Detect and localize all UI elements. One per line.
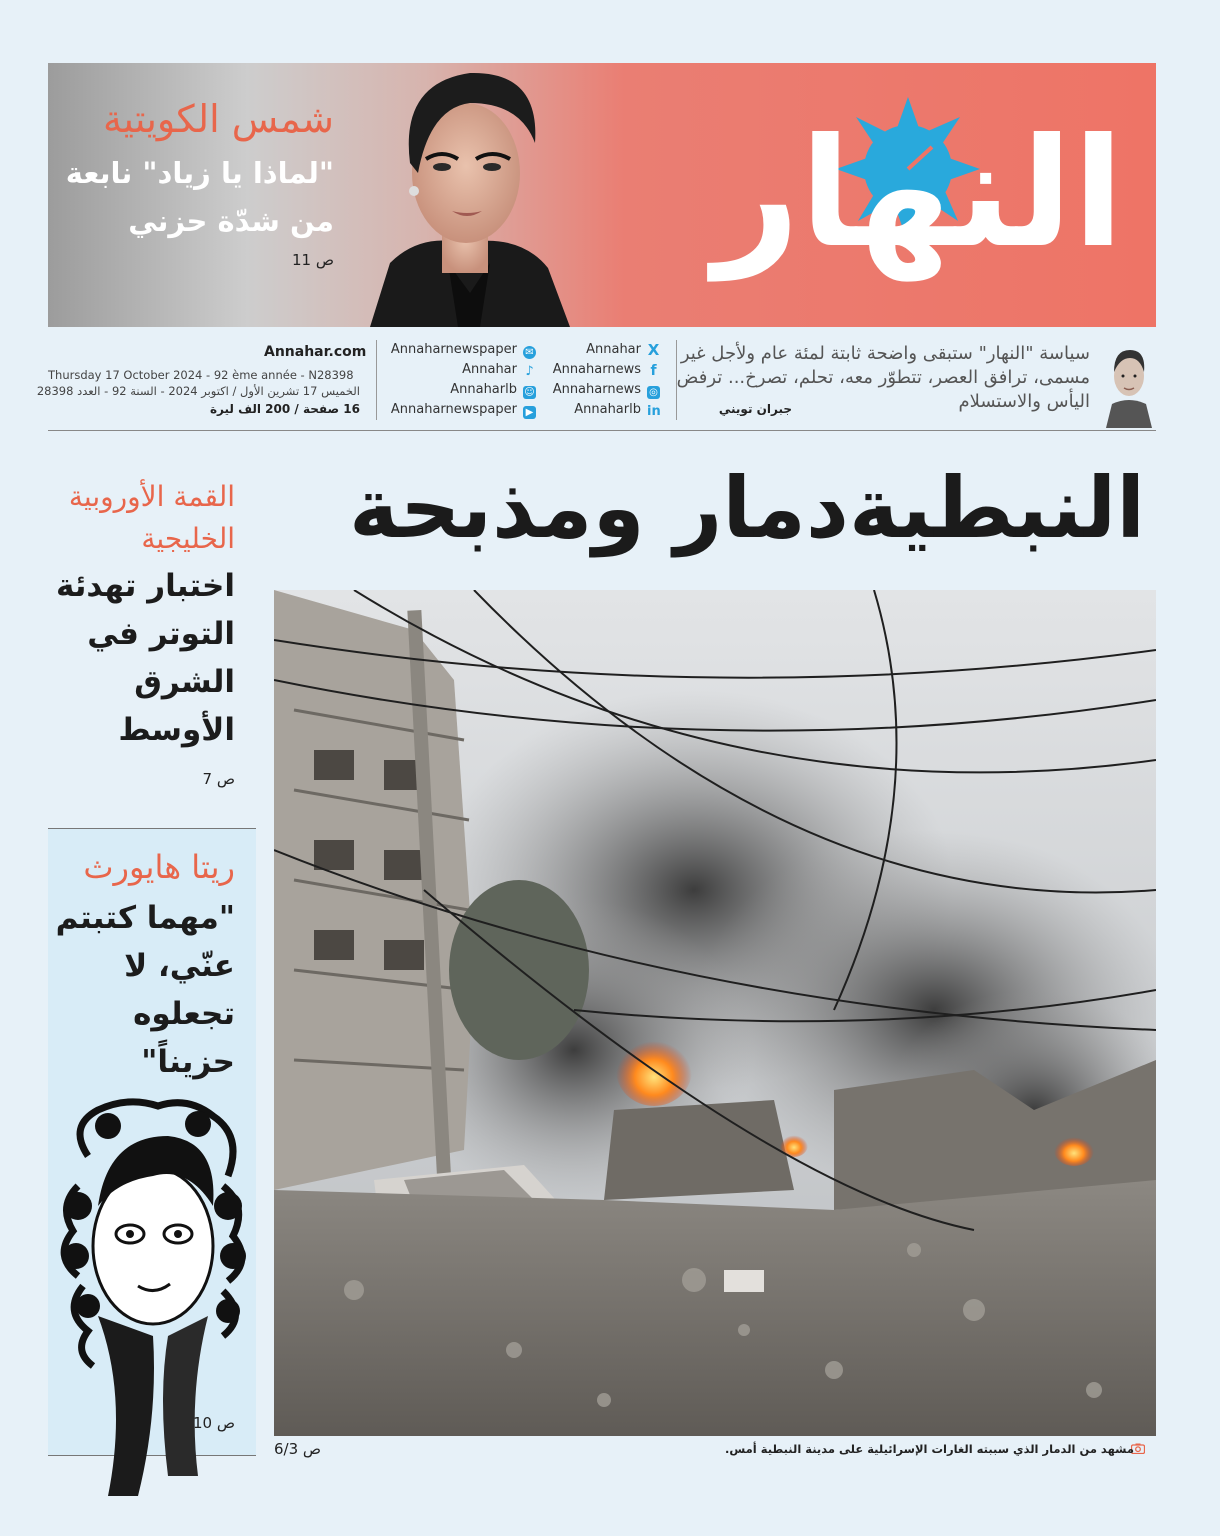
author-avatar <box>1102 334 1156 428</box>
founder-quote: سياسة "النهار" ستبقى واضحة ثابتة لمئة عام ولأجل غير مسمى، ترافق العصر، تتطوّر معه، تحلم، تصرخ... ترفض اليأس والاستسلام <box>676 343 1090 412</box>
story2-illustration[interactable] <box>48 1096 258 1496</box>
site-link[interactable]: Annahar.com <box>264 344 367 360</box>
promo-kicker[interactable]: شمس الكويتية <box>103 97 334 141</box>
snapchat-icon: ☺ <box>524 387 535 398</box>
social-facebook[interactable]: Annaharnews f <box>553 362 660 378</box>
messenger-icon: ✉ <box>523 346 536 359</box>
tiktok-icon: ♪ <box>525 364 534 379</box>
promo-page-ref: ص 11 <box>292 251 334 269</box>
linkedin-icon: in <box>647 404 661 419</box>
social-linkedin[interactable]: Annaharlb in <box>574 402 661 419</box>
promo-headline[interactable]: "لماذا يا زياد" نابعة من شدّة حزني <box>65 156 334 238</box>
divider <box>376 340 377 420</box>
youtube-icon: ▶ <box>523 406 536 419</box>
story1-page-ref: ص 7 <box>202 770 235 788</box>
social-snapchat[interactable]: Annaharlb ☺ <box>450 382 535 398</box>
facebook-icon: f <box>650 363 657 379</box>
social-youtube[interactable]: Annaharnewspaper ▶ <box>391 402 536 419</box>
main-headline[interactable]: النبطيةدمار ومذبحة <box>349 459 1145 557</box>
social-messenger[interactable]: Annaharnewspaper ✉ <box>391 342 536 359</box>
photo-caption: مشهد من الدمار الذي سببته الغارات الإسرائيلية على مدينة النبطية أمس. <box>725 1442 1134 1456</box>
promo-portrait-image[interactable] <box>330 63 598 327</box>
date-english: Thursday 17 October 2024 - 92 ème année - N28398 <box>48 368 354 382</box>
main-photo[interactable] <box>274 590 1156 1436</box>
story1-headline[interactable]: اختبار تهدئة التوتر في الشرق الأوسط <box>55 568 235 748</box>
story2-kicker[interactable]: ريتا هايورث <box>83 848 235 886</box>
instagram-icon: ◎ <box>647 386 660 399</box>
date-arabic: الخميس 17 تشرين الأول / اكتوبر 2024 - السنة 92 - العدد 28398 <box>36 384 360 398</box>
main-page-ref: ص 6/3 <box>274 1440 322 1458</box>
story1-kicker[interactable]: القمة الأوروبية الخليجية <box>68 480 235 555</box>
social-tiktok[interactable]: Annahar ♪ <box>462 362 536 378</box>
quote-author: جبران تويني <box>718 402 792 416</box>
price-info: 16 صفحة / 200 الف ليرة <box>209 402 360 416</box>
logo-wordmark: النهار <box>713 107 1124 281</box>
masthead-banner <box>48 63 1156 327</box>
story2-page-ref: ص 10 <box>193 1414 235 1432</box>
logo[interactable] <box>708 81 1148 311</box>
story2-headline[interactable]: "مهما كتبتم عنّي، لا تجعلوه حزيناً" <box>55 900 235 1080</box>
x-icon: X <box>647 341 660 359</box>
info-strip <box>36 328 1156 431</box>
social-instagram[interactable]: Annaharnews ◎ <box>553 382 660 399</box>
social-x[interactable]: Annahar X <box>586 341 660 359</box>
